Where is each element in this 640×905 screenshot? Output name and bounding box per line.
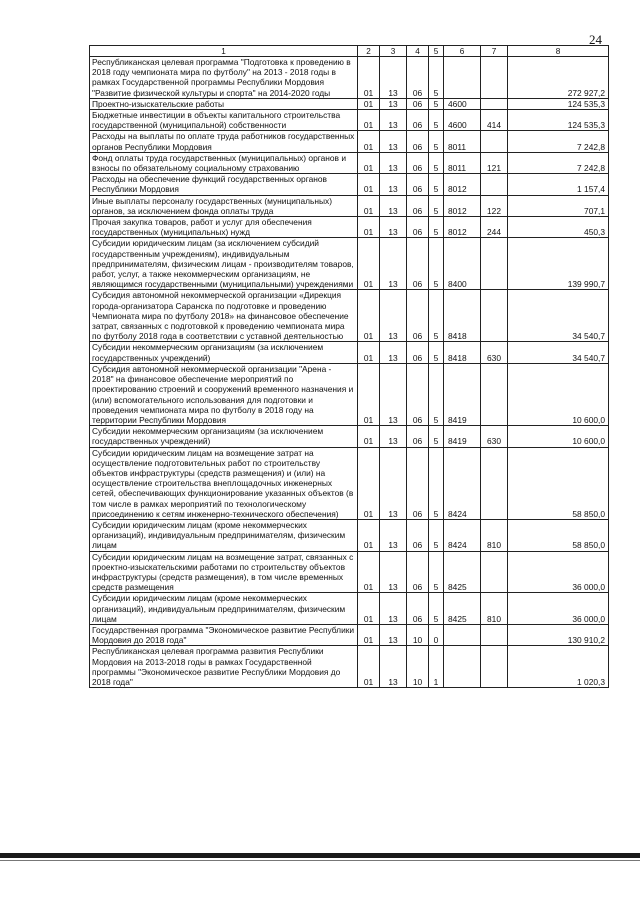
row-col-7 <box>481 624 508 645</box>
row-amount: 1 157,4 <box>508 174 609 195</box>
row-col-4: 06 <box>407 174 429 195</box>
row-description: Субсидия автономной некоммерческой организации "Арена - 2018" на финансовое обеспечение мероприятий по проектированию строений и сооружений временного назначения и (или) вспомогательного использования для подготовки и проведения чемпионата мира по футболу в 2018 году на территории Республики Мордовия <box>90 363 358 425</box>
row-col-4: 06 <box>407 98 429 109</box>
row-col-7 <box>481 131 508 152</box>
row-col-7: 810 <box>481 593 508 625</box>
table-row <box>90 195 609 216</box>
row-col-6: 8419 <box>444 426 481 447</box>
table-row <box>90 519 609 551</box>
row-description: Проектно-изыскательские работы <box>90 98 358 109</box>
row-col-3: 13 <box>380 152 407 173</box>
row-amount: 36 000,0 <box>508 551 609 593</box>
row-col-5: 5 <box>429 131 444 152</box>
row-description: Республиканская целевая программа развития Республики Мордовия на 2013-2018 годы в рамках Государственной программы "Экономическое развитие Республики Мордовия до 2018 года" <box>90 646 358 688</box>
row-col-2: 01 <box>358 363 380 425</box>
row-col-5: 5 <box>429 195 444 216</box>
row-col-7 <box>481 174 508 195</box>
row-description: Субсидии юридическим лицам (за исключением субсидий государственным учреждениям), индивидуальным предпринимателям, физическим лицам - производителям товаров, работ, услуг, а также некоммерческим организациям, не являющимся государственными (муниципальными) учреждениями <box>90 238 358 290</box>
row-col-4: 06 <box>407 57 429 99</box>
row-col-3: 13 <box>380 195 407 216</box>
table-row <box>90 551 609 593</box>
header-cell: 8 <box>508 46 609 57</box>
row-col-2: 01 <box>358 624 380 645</box>
bottom-border-line <box>0 853 640 858</box>
row-amount: 124 535,3 <box>508 98 609 109</box>
row-col-4: 06 <box>407 152 429 173</box>
row-col-4: 06 <box>407 426 429 447</box>
row-col-4: 06 <box>407 519 429 551</box>
row-amount: 707,1 <box>508 195 609 216</box>
row-col-5: 5 <box>429 98 444 109</box>
row-col-5: 0 <box>429 624 444 645</box>
header-cell: 6 <box>444 46 481 57</box>
row-col-3: 13 <box>380 290 407 342</box>
row-col-6: 8418 <box>444 290 481 342</box>
row-description: Субсидии некоммерческим организациям (за исключением государственных учреждений) <box>90 426 358 447</box>
row-col-7 <box>481 57 508 99</box>
row-col-2: 01 <box>358 110 380 131</box>
row-amount: 10 600,0 <box>508 363 609 425</box>
row-col-3: 13 <box>380 363 407 425</box>
row-col-2: 01 <box>358 131 380 152</box>
row-col-5: 5 <box>429 238 444 290</box>
header-cell: 5 <box>429 46 444 57</box>
row-col-3: 13 <box>380 447 407 519</box>
row-col-4: 06 <box>407 131 429 152</box>
table-row <box>90 646 609 688</box>
row-col-3: 13 <box>380 519 407 551</box>
row-col-5: 5 <box>429 363 444 425</box>
row-col-5: 5 <box>429 447 444 519</box>
row-col-4: 06 <box>407 593 429 625</box>
row-amount: 7 242,8 <box>508 131 609 152</box>
table-row <box>90 593 609 625</box>
header-cell: 4 <box>407 46 429 57</box>
table-row <box>90 152 609 173</box>
header-cell: 1 <box>90 46 358 57</box>
table-header-row <box>90 46 609 57</box>
row-col-3: 13 <box>380 174 407 195</box>
table-row <box>90 174 609 195</box>
row-col-3: 13 <box>380 551 407 593</box>
row-description: Республиканская целевая программа "Подготовка к проведению в 2018 году чемпионата мира по футболу" на 2013 - 2018 годы в рамках Государственной программы Республики Мордовия "Развитие физической культуры и спорта" на 2014-2020 годы <box>90 57 358 99</box>
table-row <box>90 342 609 363</box>
row-amount: 130 910,2 <box>508 624 609 645</box>
row-col-5: 1 <box>429 646 444 688</box>
table-row <box>90 217 609 238</box>
row-col-4: 10 <box>407 624 429 645</box>
table-row <box>90 98 609 109</box>
row-col-6: 8425 <box>444 593 481 625</box>
header-cell: 2 <box>358 46 380 57</box>
row-col-5: 5 <box>429 426 444 447</box>
row-col-6: 8418 <box>444 342 481 363</box>
row-col-7: 121 <box>481 152 508 173</box>
row-col-5: 5 <box>429 551 444 593</box>
row-col-6: 8419 <box>444 363 481 425</box>
row-col-4: 06 <box>407 238 429 290</box>
row-col-7: 414 <box>481 110 508 131</box>
row-col-4: 06 <box>407 342 429 363</box>
row-description: Иные выплаты персоналу государственных (муниципальных) органов, за исключением фонда оплаты труда <box>90 195 358 216</box>
row-col-6: 8012 <box>444 195 481 216</box>
row-col-4: 06 <box>407 110 429 131</box>
row-col-3: 13 <box>380 426 407 447</box>
row-col-2: 01 <box>358 195 380 216</box>
row-description: Расходы на обеспечение функций государственных органов Республики Мордовия <box>90 174 358 195</box>
row-col-2: 01 <box>358 551 380 593</box>
table-row <box>90 363 609 425</box>
row-col-3: 13 <box>380 57 407 99</box>
row-col-6 <box>444 624 481 645</box>
row-col-6: 8425 <box>444 551 481 593</box>
row-col-3: 13 <box>380 98 407 109</box>
row-col-2: 01 <box>358 593 380 625</box>
row-col-5: 5 <box>429 174 444 195</box>
row-col-6: 8400 <box>444 238 481 290</box>
row-col-7 <box>481 551 508 593</box>
row-col-4: 06 <box>407 290 429 342</box>
row-col-3: 13 <box>380 624 407 645</box>
row-col-4: 10 <box>407 646 429 688</box>
row-col-6: 8012 <box>444 174 481 195</box>
row-col-7: 810 <box>481 519 508 551</box>
row-col-5: 5 <box>429 519 444 551</box>
table-row <box>90 110 609 131</box>
row-col-2: 01 <box>358 57 380 99</box>
row-amount: 272 927,2 <box>508 57 609 99</box>
row-col-5: 5 <box>429 290 444 342</box>
table-row <box>90 57 609 99</box>
bottom-border-thin-line <box>0 860 640 861</box>
header-cell: 3 <box>380 46 407 57</box>
row-description: Прочая закупка товаров, работ и услуг для обеспечения государственных (муниципальных) нужд <box>90 217 358 238</box>
row-col-2: 01 <box>358 174 380 195</box>
row-description: Субсидии юридическим лицам на возмещение затрат на осуществление подготовительных работ по строительству объектов инфраструктуры (средств размещения) и (или) на осуществление строительства внеплощадочных инженерных сетей, обеспечивающих функционирование указанных объектов (в том числе в рамках мероприятий по технологическому присоединению к сетям инженерно-технического обеспечения) <box>90 447 358 519</box>
row-description: Субсидия автономной некоммерческой организации «Дирекция города-организатора Саранска по подготовке и проведению Чемпионата мира по футболу 2018» на финансовое обеспечение затрат, связанных с подготовкой к проведению чемпионата мира по футболу 2018 года в соответствии с уставной деятельностью <box>90 290 358 342</box>
row-col-2: 01 <box>358 646 380 688</box>
row-amount: 1 020,3 <box>508 646 609 688</box>
row-col-6: 8424 <box>444 447 481 519</box>
table-row <box>90 426 609 447</box>
row-amount: 58 850,0 <box>508 447 609 519</box>
table-row <box>90 238 609 290</box>
row-description: Субсидии юридическим лицам (кроме некоммерческих организаций), индивидуальным предпринимателям, физическим лицам <box>90 593 358 625</box>
table-row <box>90 447 609 519</box>
row-description: Субсидии некоммерческим организациям (за исключением государственных учреждений) <box>90 342 358 363</box>
row-col-2: 01 <box>358 519 380 551</box>
row-description: Расходы на выплаты по оплате труда работников государственных органов Республики Мордовия <box>90 131 358 152</box>
row-col-6: 8011 <box>444 131 481 152</box>
row-amount: 58 850,0 <box>508 519 609 551</box>
row-amount: 124 535,3 <box>508 110 609 131</box>
row-col-3: 13 <box>380 593 407 625</box>
row-col-7 <box>481 646 508 688</box>
row-description: Фонд оплаты труда государственных (муниципальных) органов и взносы по обязательному социальному страхованию <box>90 152 358 173</box>
row-col-7 <box>481 290 508 342</box>
table-row <box>90 624 609 645</box>
row-col-4: 06 <box>407 551 429 593</box>
row-amount: 450,3 <box>508 217 609 238</box>
row-col-7 <box>481 238 508 290</box>
row-col-5: 5 <box>429 110 444 131</box>
row-col-2: 01 <box>358 342 380 363</box>
row-col-7 <box>481 363 508 425</box>
row-col-2: 01 <box>358 98 380 109</box>
row-amount: 36 000,0 <box>508 593 609 625</box>
row-col-4: 06 <box>407 217 429 238</box>
row-col-6 <box>444 646 481 688</box>
row-col-7: 630 <box>481 426 508 447</box>
row-col-6 <box>444 57 481 99</box>
header-cell: 7 <box>481 46 508 57</box>
row-col-6: 8012 <box>444 217 481 238</box>
row-col-3: 13 <box>380 217 407 238</box>
row-description: Субсидии юридическим лицам на возмещение затрат, связанных с проектно-изыскательскими работами по строительству объектов инфраструктуры (средств размещения), в том числе временных средств размещения <box>90 551 358 593</box>
row-col-5: 5 <box>429 152 444 173</box>
row-col-3: 13 <box>380 342 407 363</box>
row-col-3: 13 <box>380 110 407 131</box>
row-col-3: 13 <box>380 131 407 152</box>
row-col-7 <box>481 98 508 109</box>
row-col-5: 5 <box>429 342 444 363</box>
row-amount: 34 540,7 <box>508 290 609 342</box>
table-row <box>90 290 609 342</box>
row-col-4: 06 <box>407 195 429 216</box>
row-description: Субсидии юридическим лицам (кроме некоммерческих организаций), индивидуальным предпринимателям, физическим лицам <box>90 519 358 551</box>
row-col-2: 01 <box>358 447 380 519</box>
row-description: Государственная программа "Экономическое развитие Республики Мордовия до 2018 года" <box>90 624 358 645</box>
row-col-7 <box>481 447 508 519</box>
row-col-6: 8424 <box>444 519 481 551</box>
page-number: 24 <box>589 32 602 47</box>
row-col-3: 13 <box>380 238 407 290</box>
row-col-5: 5 <box>429 217 444 238</box>
row-col-6: 4600 <box>444 98 481 109</box>
row-amount: 10 600,0 <box>508 426 609 447</box>
row-col-7: 244 <box>481 217 508 238</box>
budget-table <box>89 45 609 688</box>
row-col-2: 01 <box>358 238 380 290</box>
row-col-2: 01 <box>358 290 380 342</box>
row-col-3: 13 <box>380 646 407 688</box>
table-row <box>90 131 609 152</box>
row-amount: 139 990,7 <box>508 238 609 290</box>
row-col-5: 5 <box>429 57 444 99</box>
row-col-2: 01 <box>358 152 380 173</box>
row-col-7: 122 <box>481 195 508 216</box>
row-amount: 7 242,8 <box>508 152 609 173</box>
row-col-5: 5 <box>429 593 444 625</box>
row-col-2: 01 <box>358 217 380 238</box>
row-amount: 34 540,7 <box>508 342 609 363</box>
row-description: Бюджетные инвестиции в объекты капитального строительства государственной (муниципальной) собственности <box>90 110 358 131</box>
row-col-4: 06 <box>407 363 429 425</box>
row-col-7: 630 <box>481 342 508 363</box>
row-col-2: 01 <box>358 426 380 447</box>
row-col-4: 06 <box>407 447 429 519</box>
row-col-6: 8011 <box>444 152 481 173</box>
row-col-6: 4600 <box>444 110 481 131</box>
